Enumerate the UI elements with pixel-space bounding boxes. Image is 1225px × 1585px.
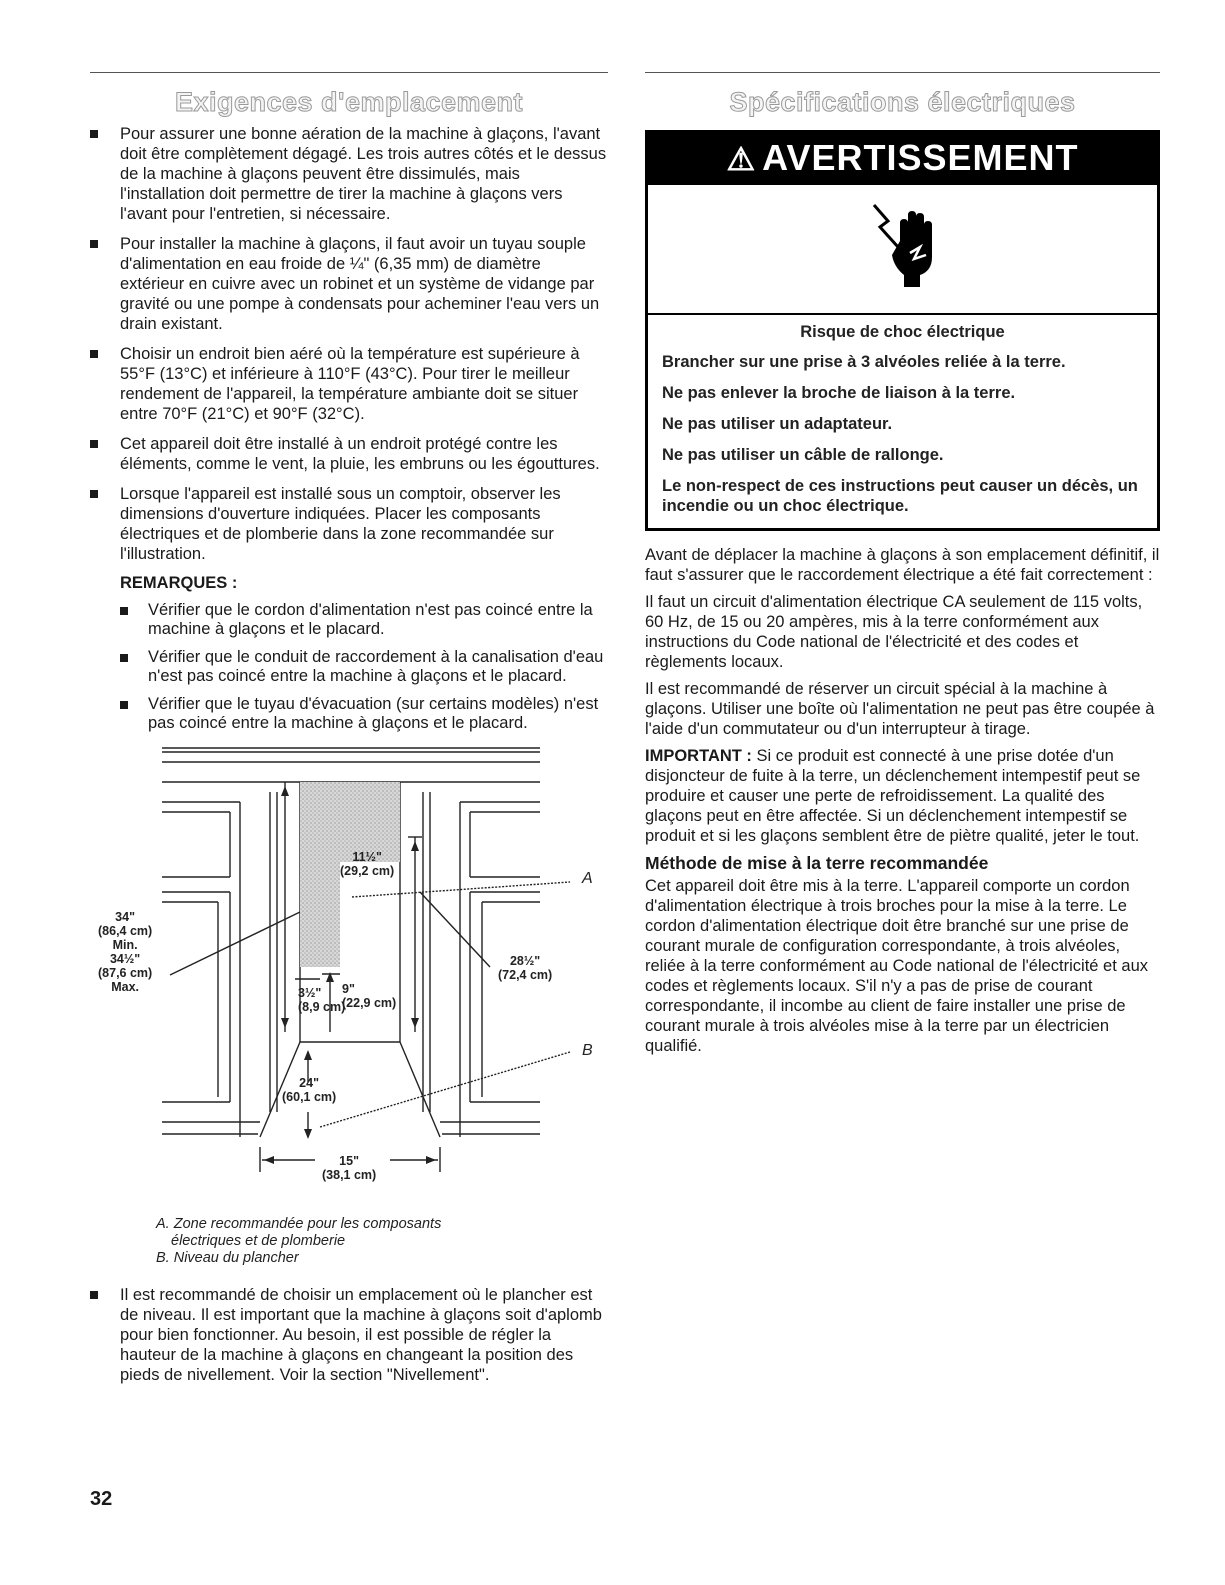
warning-box (645, 130, 1160, 531)
bullet-protection: Cet appareil doit être installé à un endroit protégé contre les éléments, comme le vent, la pluie, les embruns ou les égouttures. (90, 434, 608, 474)
offset-label: 3½" (8,9 cm) (298, 986, 346, 1014)
diagram-caption (156, 1216, 608, 1267)
para-circuit: Il faut un circuit d'alimentation électrique CA seulement de 115 volts, 60 Hz, de 15 ou 20 ampères, mis à la terre conformément aux instructions du Code national de l'électricité et des codes et règlements locaux. (645, 593, 1143, 671)
location-requirements-title: Exigences d'emplacement (174, 87, 524, 117)
bullet-under-counter: Lorsque l'appareil est installé sous un comptoir, observer les dimensions d'ouverture indiquées. Placer les composants électriques et de plomberie dans la zone recommandée sur l'illustration. (90, 484, 608, 564)
caption-a-line1: A. Zone recommandée pour les composants (156, 1216, 442, 1232)
warning-line-grounded-outlet: Brancher sur une prise à 3 alvéoles reliée à la terre. (662, 353, 1066, 371)
para-before-moving: Avant de déplacer la machine à glaçons à son emplacement définitif, il faut s'assurer que le raccordement électrique a été fait correctement : (645, 546, 1160, 584)
remarque-water-line: Vérifier que le conduit de raccordement à la canalisation d'eau n'est pas coincé entre la machine à glaçons et le placard. (120, 648, 608, 686)
para-grounding-method: Cet appareil doit être mis à la terre. L'appareil comporte un cordon d'alimentation électrique à trois broches pour la mise à la terre. Le cordon d'alimentation électrique doit être branché sur une prise de courant murale de configuration correspondante, à trois alvéoles, reliée à la terre conformément au Code national de l'électricité et aux codes et règlements locaux. S'il n'y a pas de prise de courant correspondante, il incombe au client de faire installer une prise de courant murale à trois alvéoles mise à la terre par un électricien qualifié. (645, 877, 1149, 1055)
left-top-rule (90, 72, 608, 73)
para-important (645, 746, 1160, 846)
warning-body (648, 315, 1157, 528)
bullet-floor-level: Il est recommandé de choisir un emplacement où le plancher est de niveau. Il est important que la machine à glaçons soit d'aplomb pour bien fonctionner. Au besoin, il est possible de régler la hauteur de la machine à glaçons en changeant la position des pieds de nivellement. Voir la section "Nivellement". (90, 1285, 608, 1385)
para-dedicated-circuit: Il est recommandé de réserver un circuit spécial à la machine à glaçons. Utiliser une boîte où l'alimentation ne peut pas être coupée à l'aide d'un commutateur ou d'un interrupteur à tirage. (645, 680, 1155, 738)
right-top-rule (645, 72, 1160, 73)
caption-b: B. Niveau du plancher (156, 1250, 299, 1266)
page-number: 32 (90, 1488, 113, 1510)
warning-line-adapter: Ne pas utiliser un adaptateur. (662, 415, 893, 433)
bullet-ventilation: Pour assurer une bonne aération de la machine à glaçons, l'avant doit être complètement dégagé. Les trois autres côtés et le dessus de la machine à glaçons peuvent être dissimulés, mais l'installation doit permettre de tirer la machine à glaçons vers l'avant pour l'entretien, si nécessaire. (90, 124, 608, 224)
important-text: Si ce produit est connecté à une prise dotée d'un disjoncteur de fuite à la terre, un déclenchement intempestif peut se produire et causer une perte de refroidissement. La qualité des glaçons peut en être affectée. Si un déclenchement intempestif se produit et si les glaçons semblent être de piètre qualité, jeter le tout. (645, 747, 1141, 845)
electrical-text (645, 545, 1160, 1056)
electric-shock-hand-icon (870, 201, 940, 291)
zone-height-label: 9" (22,9 cm) (342, 982, 397, 1010)
warning-header (648, 133, 1157, 185)
important-label: IMPORTANT : (645, 747, 752, 765)
risk-title: Risque de choc électrique (800, 323, 1005, 341)
warning-line-ground-prong: Ne pas enlever la broche de liaison à la terre. (662, 384, 1016, 402)
location-bullets (90, 124, 608, 564)
warning-line-consequence: Le non-respect de ces instructions peut causer un décès, un incendie ou un choc électrique. (662, 477, 1138, 515)
warning-line-extension: Ne pas utiliser un câble de rallonge. (662, 446, 944, 464)
zone-width-label: 11½" (29,2 cm) (340, 850, 395, 878)
installation-diagram (90, 742, 608, 1212)
depth-label: 28½" (72,4 cm) (498, 954, 553, 982)
warning-header-text: AVERTISSEMENT (762, 137, 1079, 178)
bullet-temperature: Choisir un endroit bien aéré où la température est supérieure à 55°F (13°C) et inférieure à 110°F (43°C). Pour tirer le meilleur rendement de l'appareil, la température ambiante doit se situer entre 70°F (21°C) et 90°F (32°C). (90, 344, 608, 424)
bullet-water-supply: Pour installer la machine à glaçons, il faut avoir un tuyau souple d'alimentation en eau froide de ¼" (6,35 mm) de diamètre extérieur en cuivre avec un robinet et un système de vidange par gravité ou une pompe à condensats pour acheminer l'eau vers un drain existant. (90, 234, 608, 334)
remarque-drain-hose: Vérifier que le tuyau d'évacuation (sur certains modèles) n'est pas coincé entre la machine à glaçons et le placard. (120, 695, 608, 733)
right-column (645, 72, 1160, 1063)
bottom-width-label: 15" (38,1 cm) (322, 1154, 377, 1182)
hazard-area (648, 185, 1157, 315)
electrical-specs-title: Spécifications électriques (729, 87, 1076, 117)
grounding-method-title: Méthode de mise à la terre recommandée (645, 853, 989, 873)
remarques-heading: REMARQUES : (120, 574, 238, 592)
caption-a-line2: électriques et de plomberie (171, 1233, 346, 1249)
remarques-list (120, 601, 608, 733)
left-column (90, 72, 608, 1395)
callout-b: B (582, 1042, 593, 1059)
remarque-power-cord: Vérifier que le cordon d'alimentation n'est pas coincé entre la machine à glaçons et le placard. (120, 601, 608, 639)
height-label: 34" (86,4 cm) Min. 34½" (87,6 cm) Max. (98, 910, 153, 994)
warning-triangle-icon: ⚠ (726, 141, 757, 177)
width-label: 24" (60,1 cm) (282, 1076, 337, 1104)
level-bullets (90, 1285, 608, 1385)
callout-a: A (582, 870, 593, 887)
